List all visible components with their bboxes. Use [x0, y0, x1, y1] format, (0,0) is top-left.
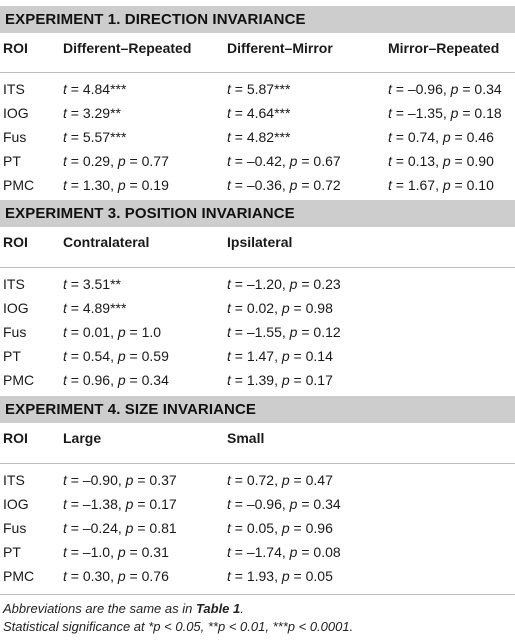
- table-row: [0, 344, 515, 368]
- stat-cell: t = 0.30, p = 0.76: [63, 568, 169, 584]
- stat-cell: t = 1.47, p = 0.14: [227, 348, 333, 364]
- stat-cell: t = –0.96, p = 0.34: [227, 496, 341, 512]
- roi-cell: ITS: [3, 81, 25, 97]
- roi-cell: IOG: [3, 300, 29, 316]
- table-row: [0, 173, 515, 197]
- column-header: Mirror–Repeated: [388, 40, 500, 56]
- stat-cell: t = 4.82***: [227, 129, 291, 145]
- footnote-text: Abbreviations are the same as in: [3, 601, 196, 616]
- stat-cell: t = 1.30, p = 0.19: [63, 177, 169, 193]
- stat-cell: t = 4.84***: [63, 81, 127, 97]
- column-header: Large: [63, 430, 102, 446]
- stat-cell: t = 0.02, p = 0.98: [227, 300, 333, 316]
- section-title: EXPERIMENT 3. POSITION INVARIANCE: [0, 200, 515, 227]
- table-row: [0, 492, 515, 516]
- column-header: ROI: [3, 430, 28, 446]
- stat-cell: t = –0.96, p = 0.34: [388, 81, 502, 97]
- table-row: [0, 149, 515, 173]
- table-row: [0, 101, 515, 125]
- stat-cell: t = –1.20, p = 0.23: [227, 276, 341, 292]
- stat-cell: t = 1.39, p = 0.17: [227, 372, 333, 388]
- column-header: ROI: [3, 40, 28, 56]
- column-header-row: [0, 227, 515, 267]
- column-header: ROI: [3, 234, 28, 250]
- roi-cell: IOG: [3, 496, 29, 512]
- column-header-row: [0, 423, 515, 463]
- stat-cell: t = 0.29, p = 0.77: [63, 153, 169, 169]
- table-reference-link[interactable]: Table 1: [195, 601, 241, 616]
- stat-cell: t = –0.42, p = 0.67: [227, 153, 341, 169]
- stat-cell: t = 0.72, p = 0.47: [227, 472, 333, 488]
- stat-cell: t = 3.29**: [63, 105, 121, 121]
- section-title: EXPERIMENT 4. SIZE INVARIANCE: [0, 396, 515, 423]
- column-header: Different–Repeated: [63, 40, 192, 56]
- stat-cell: t = –1.55, p = 0.12: [227, 324, 341, 340]
- column-header: Different–Mirror: [227, 40, 333, 56]
- stat-cell: t = 0.01, p = 1.0: [63, 324, 162, 340]
- stat-cell: t = –1.0, p = 0.31: [63, 544, 169, 560]
- table-row: [0, 125, 515, 149]
- divider: [0, 463, 515, 464]
- stat-cell: t = 4.89***: [63, 300, 127, 316]
- table-row: [0, 296, 515, 320]
- table-row: [0, 320, 515, 344]
- roi-cell: Fus: [3, 324, 27, 340]
- stat-cell: t = –0.90, p = 0.37: [63, 472, 177, 488]
- table-row: [0, 272, 515, 296]
- stat-cell: t = 3.51**: [63, 276, 121, 292]
- stat-cell: t = –1.35, p = 0.18: [388, 105, 502, 121]
- stat-cell: t = 5.57***: [63, 129, 127, 145]
- stat-cell: t = 0.54, p = 0.59: [63, 348, 169, 364]
- table-row: [0, 540, 515, 564]
- table-bottom-rule: [0, 594, 515, 595]
- table-row: [0, 77, 515, 101]
- stat-cell: t = –0.36, p = 0.72: [227, 177, 341, 193]
- table-row: [0, 516, 515, 540]
- footnote-abbreviations: [3, 600, 244, 618]
- roi-cell: PMC: [3, 372, 35, 388]
- column-header: Small: [227, 430, 265, 446]
- roi-cell: PMC: [3, 177, 35, 193]
- column-header-row: [0, 33, 515, 73]
- table-row: [0, 564, 515, 588]
- stat-cell: t = 0.13, p = 0.90: [388, 153, 494, 169]
- column-header: Contralateral: [63, 234, 150, 250]
- column-header: Ipsilateral: [227, 234, 293, 250]
- stat-cell: t = 0.05, p = 0.96: [227, 520, 333, 536]
- table-row: [0, 468, 515, 492]
- stat-cell: t = –0.24, p = 0.81: [63, 520, 177, 536]
- roi-cell: ITS: [3, 276, 25, 292]
- stat-cell: t = 0.74, p = 0.46: [388, 129, 494, 145]
- stat-cell: t = –1.74, p = 0.08: [227, 544, 341, 560]
- roi-cell: Fus: [3, 129, 27, 145]
- stat-cell: t = 1.67, p = 0.10: [388, 177, 494, 193]
- roi-cell: PT: [3, 544, 21, 560]
- stat-cell: t = 0.96, p = 0.34: [63, 372, 169, 388]
- stat-cell: t = 5.87***: [227, 81, 291, 97]
- roi-cell: IOG: [3, 105, 29, 121]
- roi-cell: PT: [3, 153, 21, 169]
- footnote-significance: Statistical significance at *p < 0.05, **p < 0.01, ***p < 0.0001.: [3, 619, 354, 634]
- divider: [0, 72, 515, 73]
- roi-cell: PT: [3, 348, 21, 364]
- stat-cell: t = 1.93, p = 0.05: [227, 568, 333, 584]
- stat-cell: t = 4.64***: [227, 105, 291, 121]
- table-row: [0, 368, 515, 392]
- divider: [0, 267, 515, 268]
- roi-cell: PMC: [3, 568, 35, 584]
- roi-cell: ITS: [3, 472, 25, 488]
- section-title: EXPERIMENT 1. DIRECTION INVARIANCE: [0, 6, 515, 33]
- stat-cell: t = –1.38, p = 0.17: [63, 496, 177, 512]
- footnote-text: .: [240, 601, 244, 616]
- roi-cell: Fus: [3, 520, 27, 536]
